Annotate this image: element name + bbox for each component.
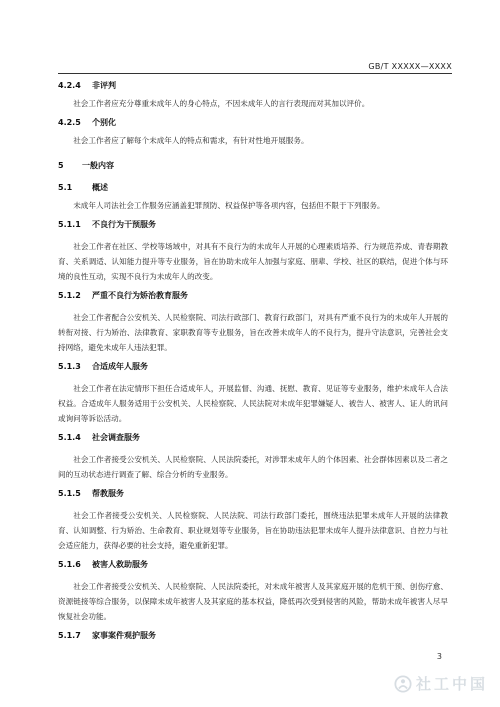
- para-4-2-5: 社会工作者应了解每个未成年人的特点和需求，有针对性地开展服务。: [73, 136, 309, 145]
- para-4-2-4: 社会工作者应充分尊重未成年人的身心特点，不因未成年人的言行表现而对其加以评价。: [73, 99, 370, 108]
- social-work-logo-icon: [394, 675, 412, 693]
- heading-5: 5 一般内容: [58, 161, 114, 170]
- heading-5-1-5: 5.1.5 帮教服务: [58, 489, 124, 498]
- document-content: [58, 80, 448, 642]
- heading-5-1-6: 5.1.6 被害人救助服务: [58, 560, 148, 569]
- watermark: [394, 673, 488, 694]
- heading-5-1-4: 5.1.4 社会调查服务: [58, 433, 140, 442]
- para-5-1: 未成年人司法社会工作服务应涵盖犯罪预防、权益保护等各项内容，包括但不限于下列服务。: [73, 201, 385, 210]
- watermark-text: 社工中国: [415, 675, 488, 693]
- para-5-1-6: 社会工作者接受公安机关、人民检察院、人民法院委托，对未成年被害人及其家庭开展的危机干预、创伤疗愈、资源链接等综合服务，以保障未成年被害人及其家庭的基本权益，降低再次受到侵害的风险，帮助未成年被害人尽早恢复社会功能。: [58, 582, 448, 621]
- para-5-1-1: 社会工作者在社区、学校等场域中，对具有不良行为的未成年人开展的心理素质培养、行为规范养成、青春期教育、关系调适、认知能力提升等专业服务，旨在协助未成年人加强与家庭、朋辈、学校、社区的联结，促进个体与环境的良性互动，实现不良行为未成年人的改变。: [58, 242, 448, 281]
- heading-5-1-2: 5.1.2 严重不良行为矫治教育服务: [58, 291, 188, 300]
- para-5-1-3: 社会工作者在法定情形下担任合适成年人，开展监督、沟通、抚慰、教育、见证等专业服务，维护未成年人合法权益。合适成年人服务适用于公安机关、人民检察院、人民法院对未成年犯罪嫌疑人、被告人、被害人、证人的讯问或询问等诉讼活动。: [58, 384, 448, 423]
- heading-5-1-7: 5.1.7 家事案件观护服务: [58, 631, 156, 640]
- header-rule: [58, 73, 452, 74]
- heading-5-1-1: 5.1.1 不良行为干预服务: [58, 220, 156, 229]
- para-5-1-2: 社会工作者配合公安机关、人民检察院、司法行政部门、教育行政部门，对具有严重不良行为的未成年人开展的转衔对接、行为矫治、法律教育、家职教育等专业服务，旨在改善未成年人的不良行为，提升守法意识，完善社会支持网络，避免未成年人违法犯罪。: [58, 313, 448, 352]
- heading-4-2-5: 4.2.5 个别化: [58, 118, 116, 127]
- standard-code: GB/T XXXXX—XXXX: [368, 62, 452, 71]
- para-5-1-4: 社会工作者接受公安机关、人民检察院、人民法院委托，对涉罪未成年人的个体因素、社会群体因素以及二者之间的互动状态进行调查了解、综合分析的专业服务。: [58, 455, 448, 479]
- heading-4-2-4: 4.2.4 非评判: [58, 81, 116, 90]
- page-number: 3: [436, 652, 442, 661]
- para-5-1-5: 社会工作者接受公安机关、人民检察院、人民法院、司法行政部门委托，围绕违法犯罪未成年人开展的法律教育、认知调整、行为矫治、生命教育、职业规划等专业服务，旨在协助违法犯罪未成年人提升法律意识、自控力与社会适应能力，获得必要的社会支持，避免重新犯罪。: [58, 511, 448, 550]
- heading-5-1: 5.1 概述: [58, 183, 108, 192]
- heading-5-1-3: 5.1.3 合适成年人服务: [58, 362, 148, 371]
